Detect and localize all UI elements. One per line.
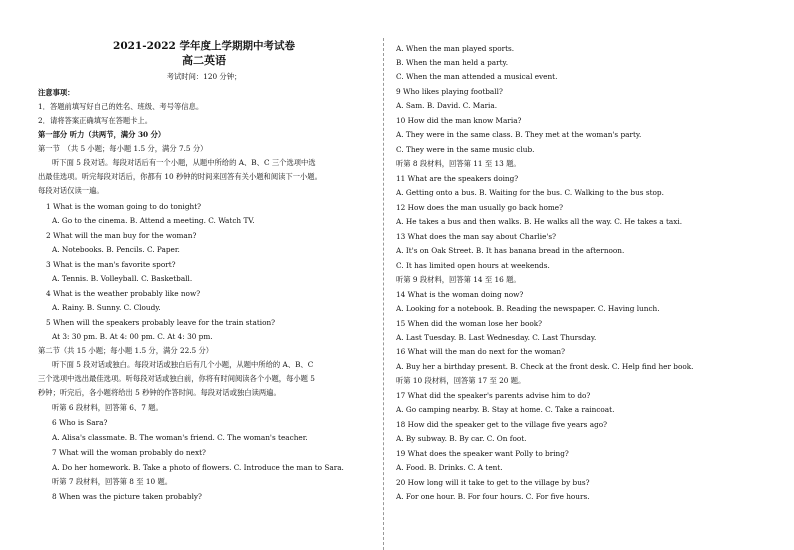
section1-instructions: 出最佳选项。听完每段对话后，你都有 10 秒钟的时间来回答有关小题和阅读下一小题。	[38, 172, 322, 181]
question-line: 9 Who likes playing football?	[396, 87, 503, 96]
option-line: A. For one hour. B. For four hours. C. For five hours.	[396, 492, 590, 501]
section2-heading: 第二节（共 15 小题；每小题 1.5 分，满分 22.5 分）	[38, 346, 214, 355]
question-line: 8 When was the picture taken probably?	[52, 492, 202, 501]
exam-title: 2021-2022 学年度上学期期中考试卷	[113, 40, 295, 52]
question-line: 3 What is the man's favorite sport?	[46, 260, 176, 269]
option-line: A. Food. B. Drinks. C. A tent.	[396, 463, 503, 472]
option-line: A. Sam. B. David. C. Maria.	[396, 101, 498, 110]
option-line: A. Go camping nearby. B. Stay at home. C. Take a raincoat.	[396, 405, 615, 414]
option-line: B. When the man held a party.	[396, 58, 509, 67]
option-line: C. When the man attended a musical event.	[396, 72, 558, 81]
question-line: 2 What will the man buy for the woman?	[46, 231, 197, 240]
notes-item: 1．答题前填写好自己的姓名、班级、考号等信息。	[38, 102, 204, 111]
question-line: 14 What is the woman doing now?	[396, 290, 524, 299]
option-line: A. Rainy. B. Sunny. C. Cloudy.	[52, 303, 161, 312]
option-line: C. They were in the same music club.	[396, 145, 535, 154]
question-line: 15 When did the woman lose her book?	[396, 319, 543, 328]
option-line: A. They were in the same class. B. They met at the woman's party.	[396, 130, 642, 139]
option-line: A. Do her homework. B. Take a photo of flowers. C. Introduce the man to Sara.	[52, 463, 344, 472]
question-line: 12 How does the man usually go back home?	[396, 203, 564, 212]
question-line: 17 What did the speaker's parents advise him to do?	[396, 391, 591, 400]
left-column	[38, 0, 370, 550]
option-line: A. Go to the cinema. B. Attend a meeting. C. Watch TV.	[52, 216, 255, 225]
option-line: A. When the man played sports.	[396, 44, 515, 53]
notes-item: 2．请将答案正确填写在答题卡上。	[38, 116, 153, 125]
question-line: 20 How long will it take to get to the village by bus?	[396, 478, 590, 487]
question-line: 4 What is the weather probably like now?	[46, 289, 201, 298]
question-line: 16 What will the man do next for the woman?	[396, 347, 565, 356]
option-line: A. Tennis. B. Volleyball. C. Basketball.	[52, 274, 193, 283]
option-line: A. Looking for a notebook. B. Reading the newspaper. C. Having lunch.	[396, 304, 660, 313]
material-heading: 听第 6 段材料，回答第 6、7 题。	[52, 403, 163, 412]
question-line: 5 When will the speakers probably leave for the train station?	[46, 318, 276, 327]
exam-subject: 高二英语	[182, 54, 226, 67]
right-column	[396, 0, 766, 550]
option-line: A. He takes a bus and then walks. B. He walks all the way. C. He takes a taxi.	[396, 217, 683, 226]
question-line: 19 What does the speaker want Polly to bring?	[396, 449, 569, 458]
notes-heading: 注意事项：	[38, 88, 75, 97]
part1-heading: 第一部分 听力（共两节，满分 30 分）	[38, 130, 166, 139]
question-line: 13 What does the man say about Charlie's?	[396, 232, 557, 241]
option-line: A. Getting onto a bus. B. Waiting for the bus. C. Walking to the bus stop.	[396, 188, 664, 197]
material-heading: 听第 7 段材料，回答第 8 至 10 题。	[52, 477, 173, 486]
section2-instructions: 三个选项中选出最佳选项。听每段对话或独白前，你将有时间阅读各个小题，每小题 5	[38, 374, 315, 383]
exam-time: 考试时间：120 分钟；	[166, 72, 242, 81]
option-line: A. Alisa's classmate. B. The woman's friend. C. The woman's teacher.	[52, 433, 308, 442]
option-line: C. It has limited open hours at weekends.	[396, 261, 550, 270]
option-line: A. By subway. B. By car. C. On foot.	[396, 434, 527, 443]
option-line: A. Notebooks. B. Pencils. C. Paper.	[52, 245, 180, 254]
option-line: A. Buy her a birthday present. B. Check at the front desk. C. Help find her book.	[396, 362, 694, 371]
option-line: A. Last Tuesday. B. Last Wednesday. C. Last Thursday.	[396, 333, 597, 342]
material-heading: 听第 8 段材料，回答第 11 至 13 题。	[396, 159, 521, 168]
question-line: 18 How did the speaker get to the village five years ago?	[396, 420, 608, 429]
question-line: 1 What is the woman going to do tonight?	[46, 202, 202, 211]
question-line: 6 Who is Sara?	[52, 418, 108, 427]
material-heading: 听第 9 段材料，回答第 14 至 16 题。	[396, 275, 521, 284]
question-line: 7 What will the woman probably do next?	[52, 448, 206, 457]
question-line: 10 How did the man know Maria?	[396, 116, 522, 125]
section1-heading: 第一节 （共 5 小题；每小题 1.5 分，满分 7.5 分）	[38, 144, 208, 153]
column-divider	[383, 38, 384, 550]
material-heading: 听第 10 段材料，回答第 17 至 20 题。	[396, 376, 526, 385]
question-line: 11 What are the speakers doing?	[396, 174, 519, 183]
section2-instructions: 秒钟；听完后，各小题将给出 5 秒钟的作答时间。每段对话或独白读两遍。	[38, 388, 281, 397]
section1-instructions: 听下面 5 段对话。每段对话后有一个小题，从题中所给的 A、B、C 三个选项中选	[52, 158, 316, 167]
section1-instructions: 每段对话仅读一遍。	[38, 186, 104, 195]
section2-instructions: 听下面 5 段对话或独白。每段对话或独白后有几个小题，从题中所给的 A、B、C	[52, 360, 314, 369]
option-line: At 3: 30 pm. B. At 4: 00 pm. C. At 4: 30 pm.	[52, 332, 213, 341]
option-line: A. It's on Oak Street. B. It has banana bread in the afternoon.	[396, 246, 625, 255]
